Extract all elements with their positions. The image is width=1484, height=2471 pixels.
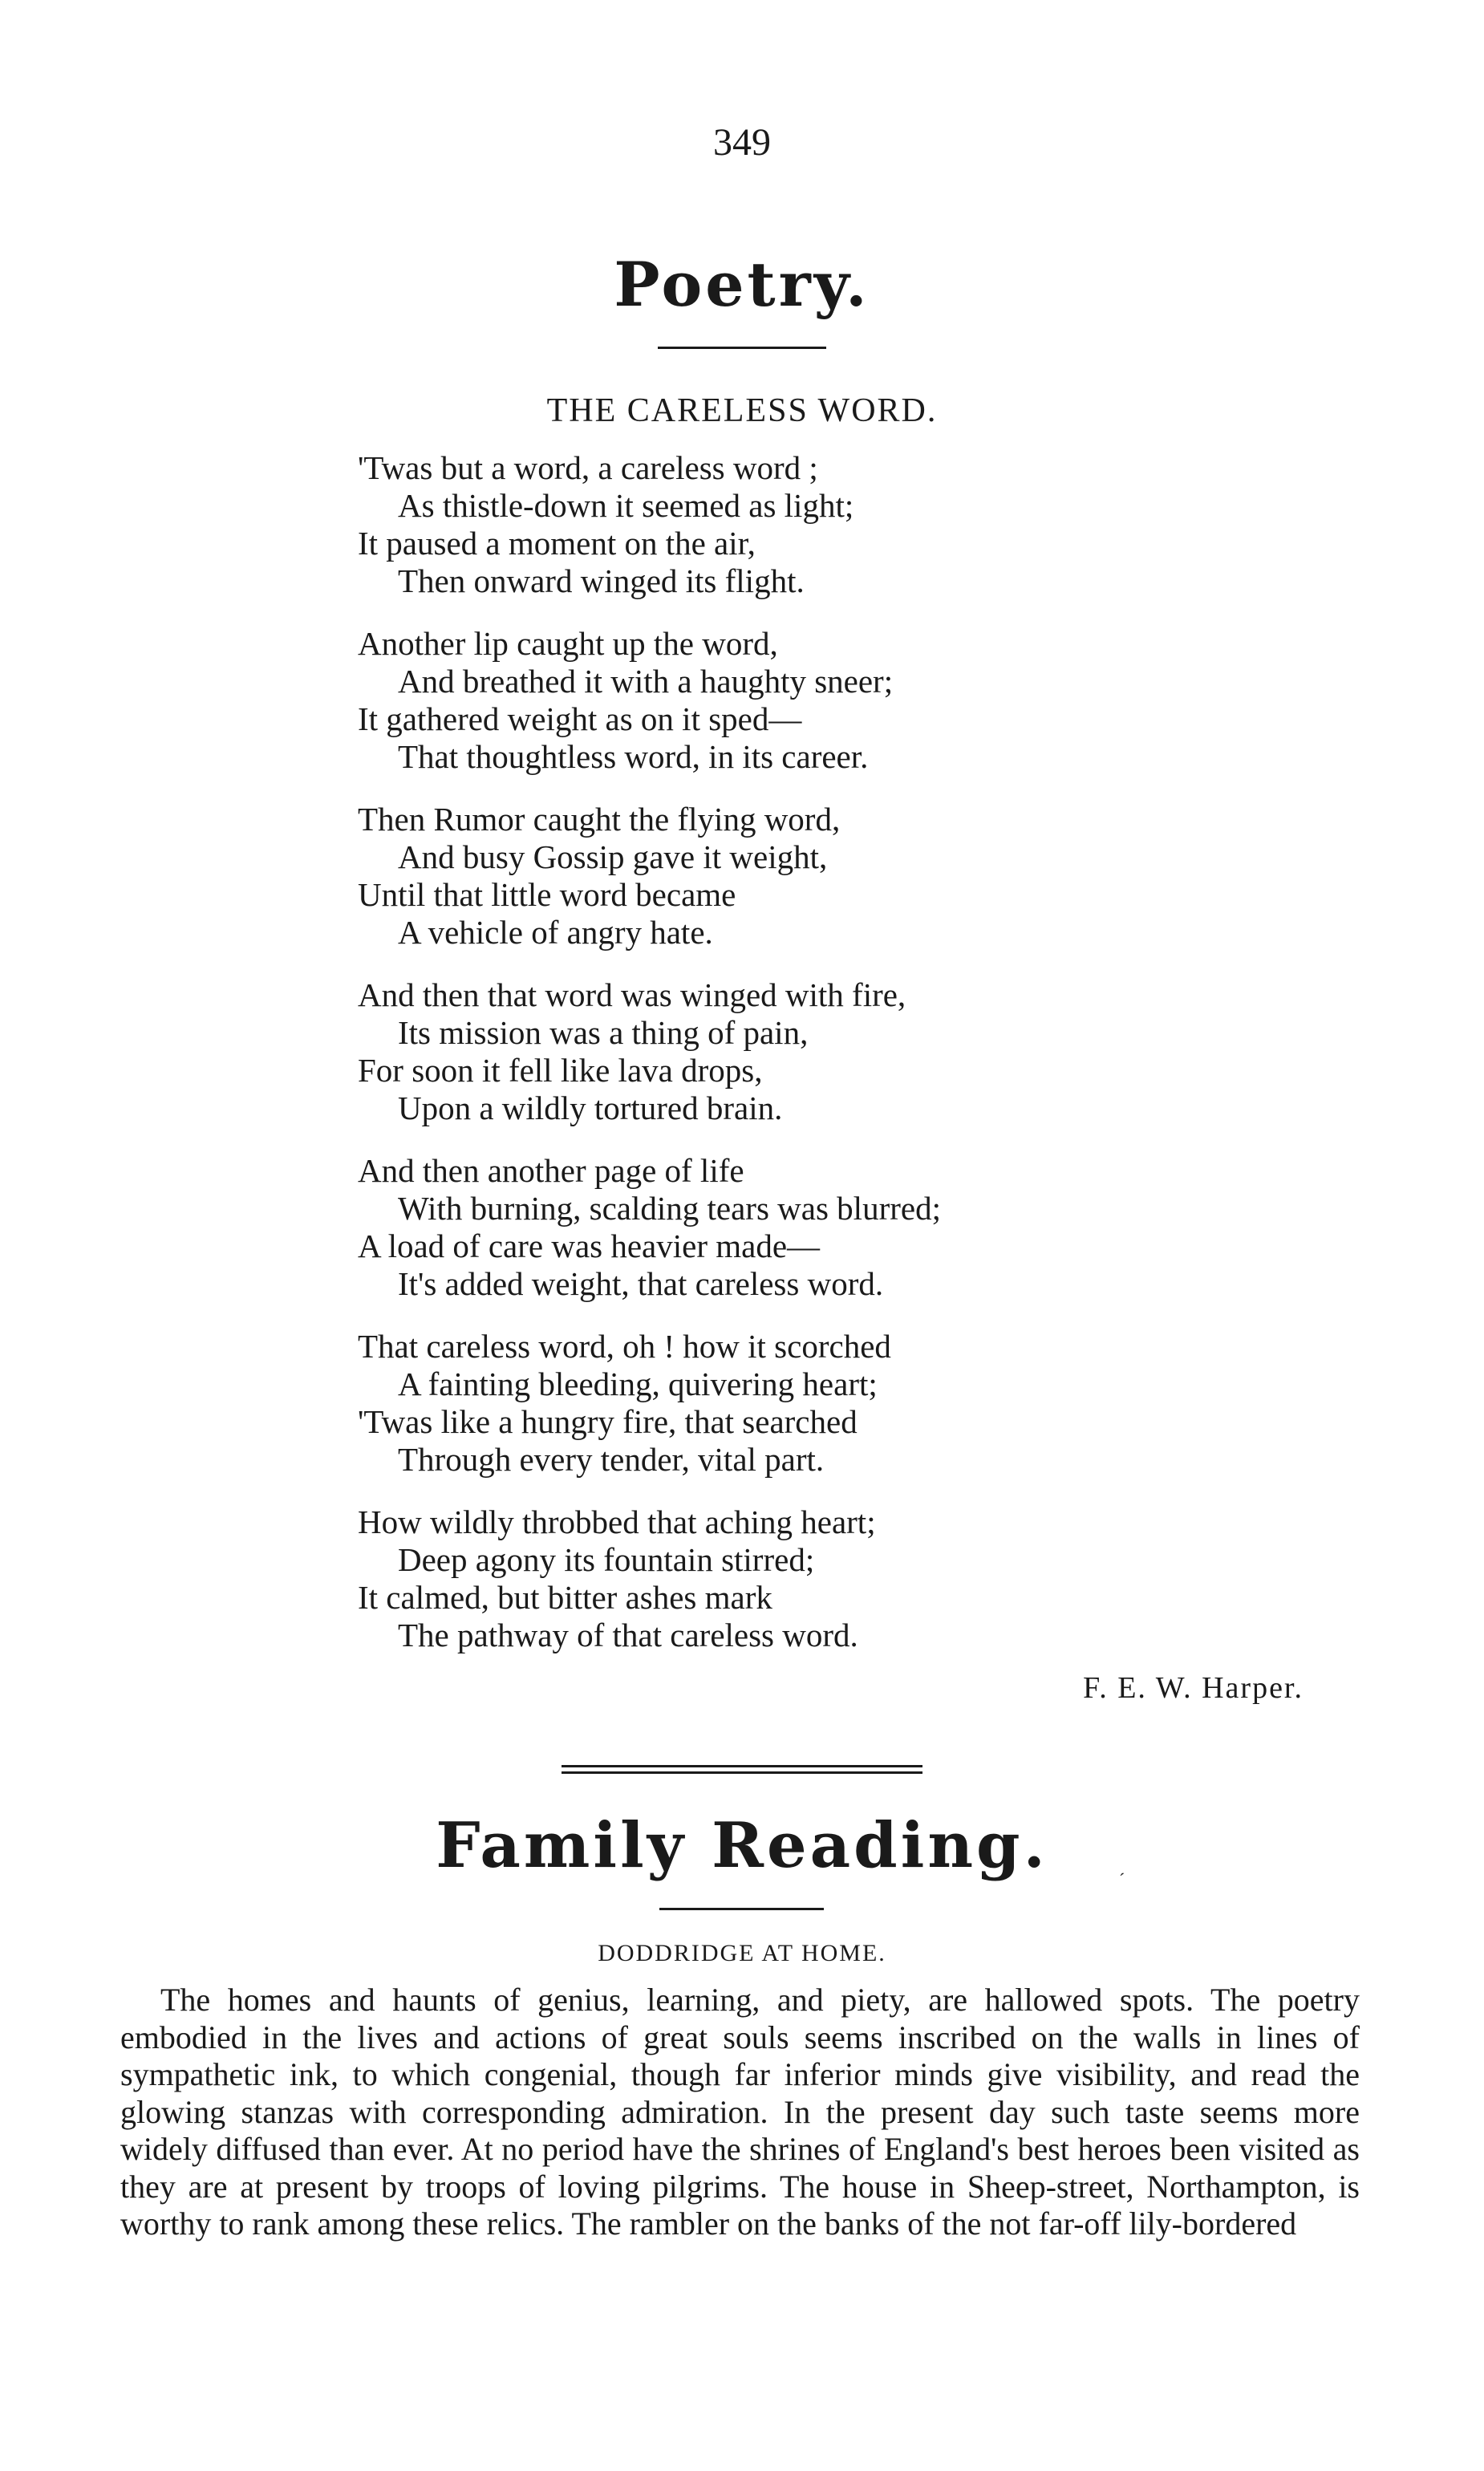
poem-attribution: F. E. W. Harper. [1083, 1671, 1304, 1705]
article-title: DODDRIDGE AT HOME. [598, 1940, 886, 1966]
poem-line: It's added weight, that careless word. [398, 1265, 884, 1302]
poem-line: It paused a moment on the air, [358, 525, 756, 562]
poem-stanza [358, 976, 941, 1127]
poem-line: With burning, scalding tears was blurred; [398, 1190, 941, 1227]
article-body: The homes and haunts of genius, learning, and piety, are hallowed spots. The poetry embodied in the lives and actions of great souls seems inscribed on the walls in lines of sympathetic ink, to which congenial, though far inferior minds give visibility, and read the glowing stanzas with corresponding admiration. In the present day such taste seems more widely diffused than ever. At no period have the shrines of England's best heroes been visited as they are at present by troops of loving pilgrims. The house in Sheep-street, Northampton, is worthy to rank among these relics. The rambler on the banks of the not far-off lily-bordered [120, 1982, 1360, 2242]
family-heading-rule [659, 1908, 824, 1910]
poem-stanza [358, 449, 941, 600]
poem-stanza [358, 1152, 941, 1303]
poem-line: Deep agony its fountain stirred; [398, 1541, 815, 1578]
poem-line: It gathered weight as on it sped— [358, 700, 802, 737]
poem-stanza [358, 625, 941, 776]
poem-line: 'Twas like a hungry fire, that searched [358, 1403, 858, 1440]
poem-line: And then another page of life [358, 1152, 744, 1189]
poem-line: A load of care was heavier made— [358, 1227, 821, 1264]
poem-line: And busy Gossip gave it weight, [398, 838, 828, 875]
poem-line: A vehicle of angry hate. [398, 914, 713, 951]
page-number: 349 [713, 121, 771, 164]
stray-print-mark: ˊ [1119, 1869, 1125, 1889]
poem-line: Then Rumor caught the flying word, [358, 801, 841, 838]
poem-line: The pathway of that careless word. [398, 1617, 858, 1653]
poem-line: And then that word was winged with fire, [358, 976, 906, 1013]
poem-line: For soon it fell like lava drops, [358, 1052, 763, 1089]
poem-line: That thoughtless word, in its career. [398, 738, 869, 775]
poem-line: How wildly throbbed that aching heart; [358, 1503, 876, 1540]
poem-line: It calmed, but bitter ashes mark [358, 1579, 772, 1616]
poem-line: Until that little word became [358, 876, 736, 913]
poem-line: A fainting bleeding, quivering heart; [398, 1365, 878, 1402]
poem-line: As thistle-down it seemed as light; [398, 487, 854, 524]
poetry-section-heading: Poetry. [614, 249, 870, 320]
poem-body [358, 449, 941, 1679]
poem-line: That careless word, oh ! how it scorched [358, 1328, 891, 1365]
poem-title: THE CARELESS WORD. [546, 392, 938, 429]
poem-line: Its mission was a thing of pain, [398, 1014, 809, 1051]
poem-line: Upon a wildly tortured brain. [398, 1089, 783, 1126]
poem-line: 'Twas but a word, a careless word ; [358, 449, 818, 486]
poem-stanza [358, 801, 941, 951]
poem-stanza [358, 1328, 941, 1479]
section-divider-double-rule [562, 1765, 922, 1774]
family-reading-section-heading: Family Reading. [436, 1809, 1048, 1882]
poem-line: Then onward winged its flight. [398, 562, 805, 599]
poem-line: And breathed it with a haughty sneer; [398, 663, 894, 700]
poetry-heading-rule [658, 347, 826, 349]
poem-stanza [358, 1503, 941, 1654]
poem-line: Through every tender, vital part. [398, 1441, 825, 1478]
poem-line: Another lip caught up the word, [358, 625, 778, 662]
